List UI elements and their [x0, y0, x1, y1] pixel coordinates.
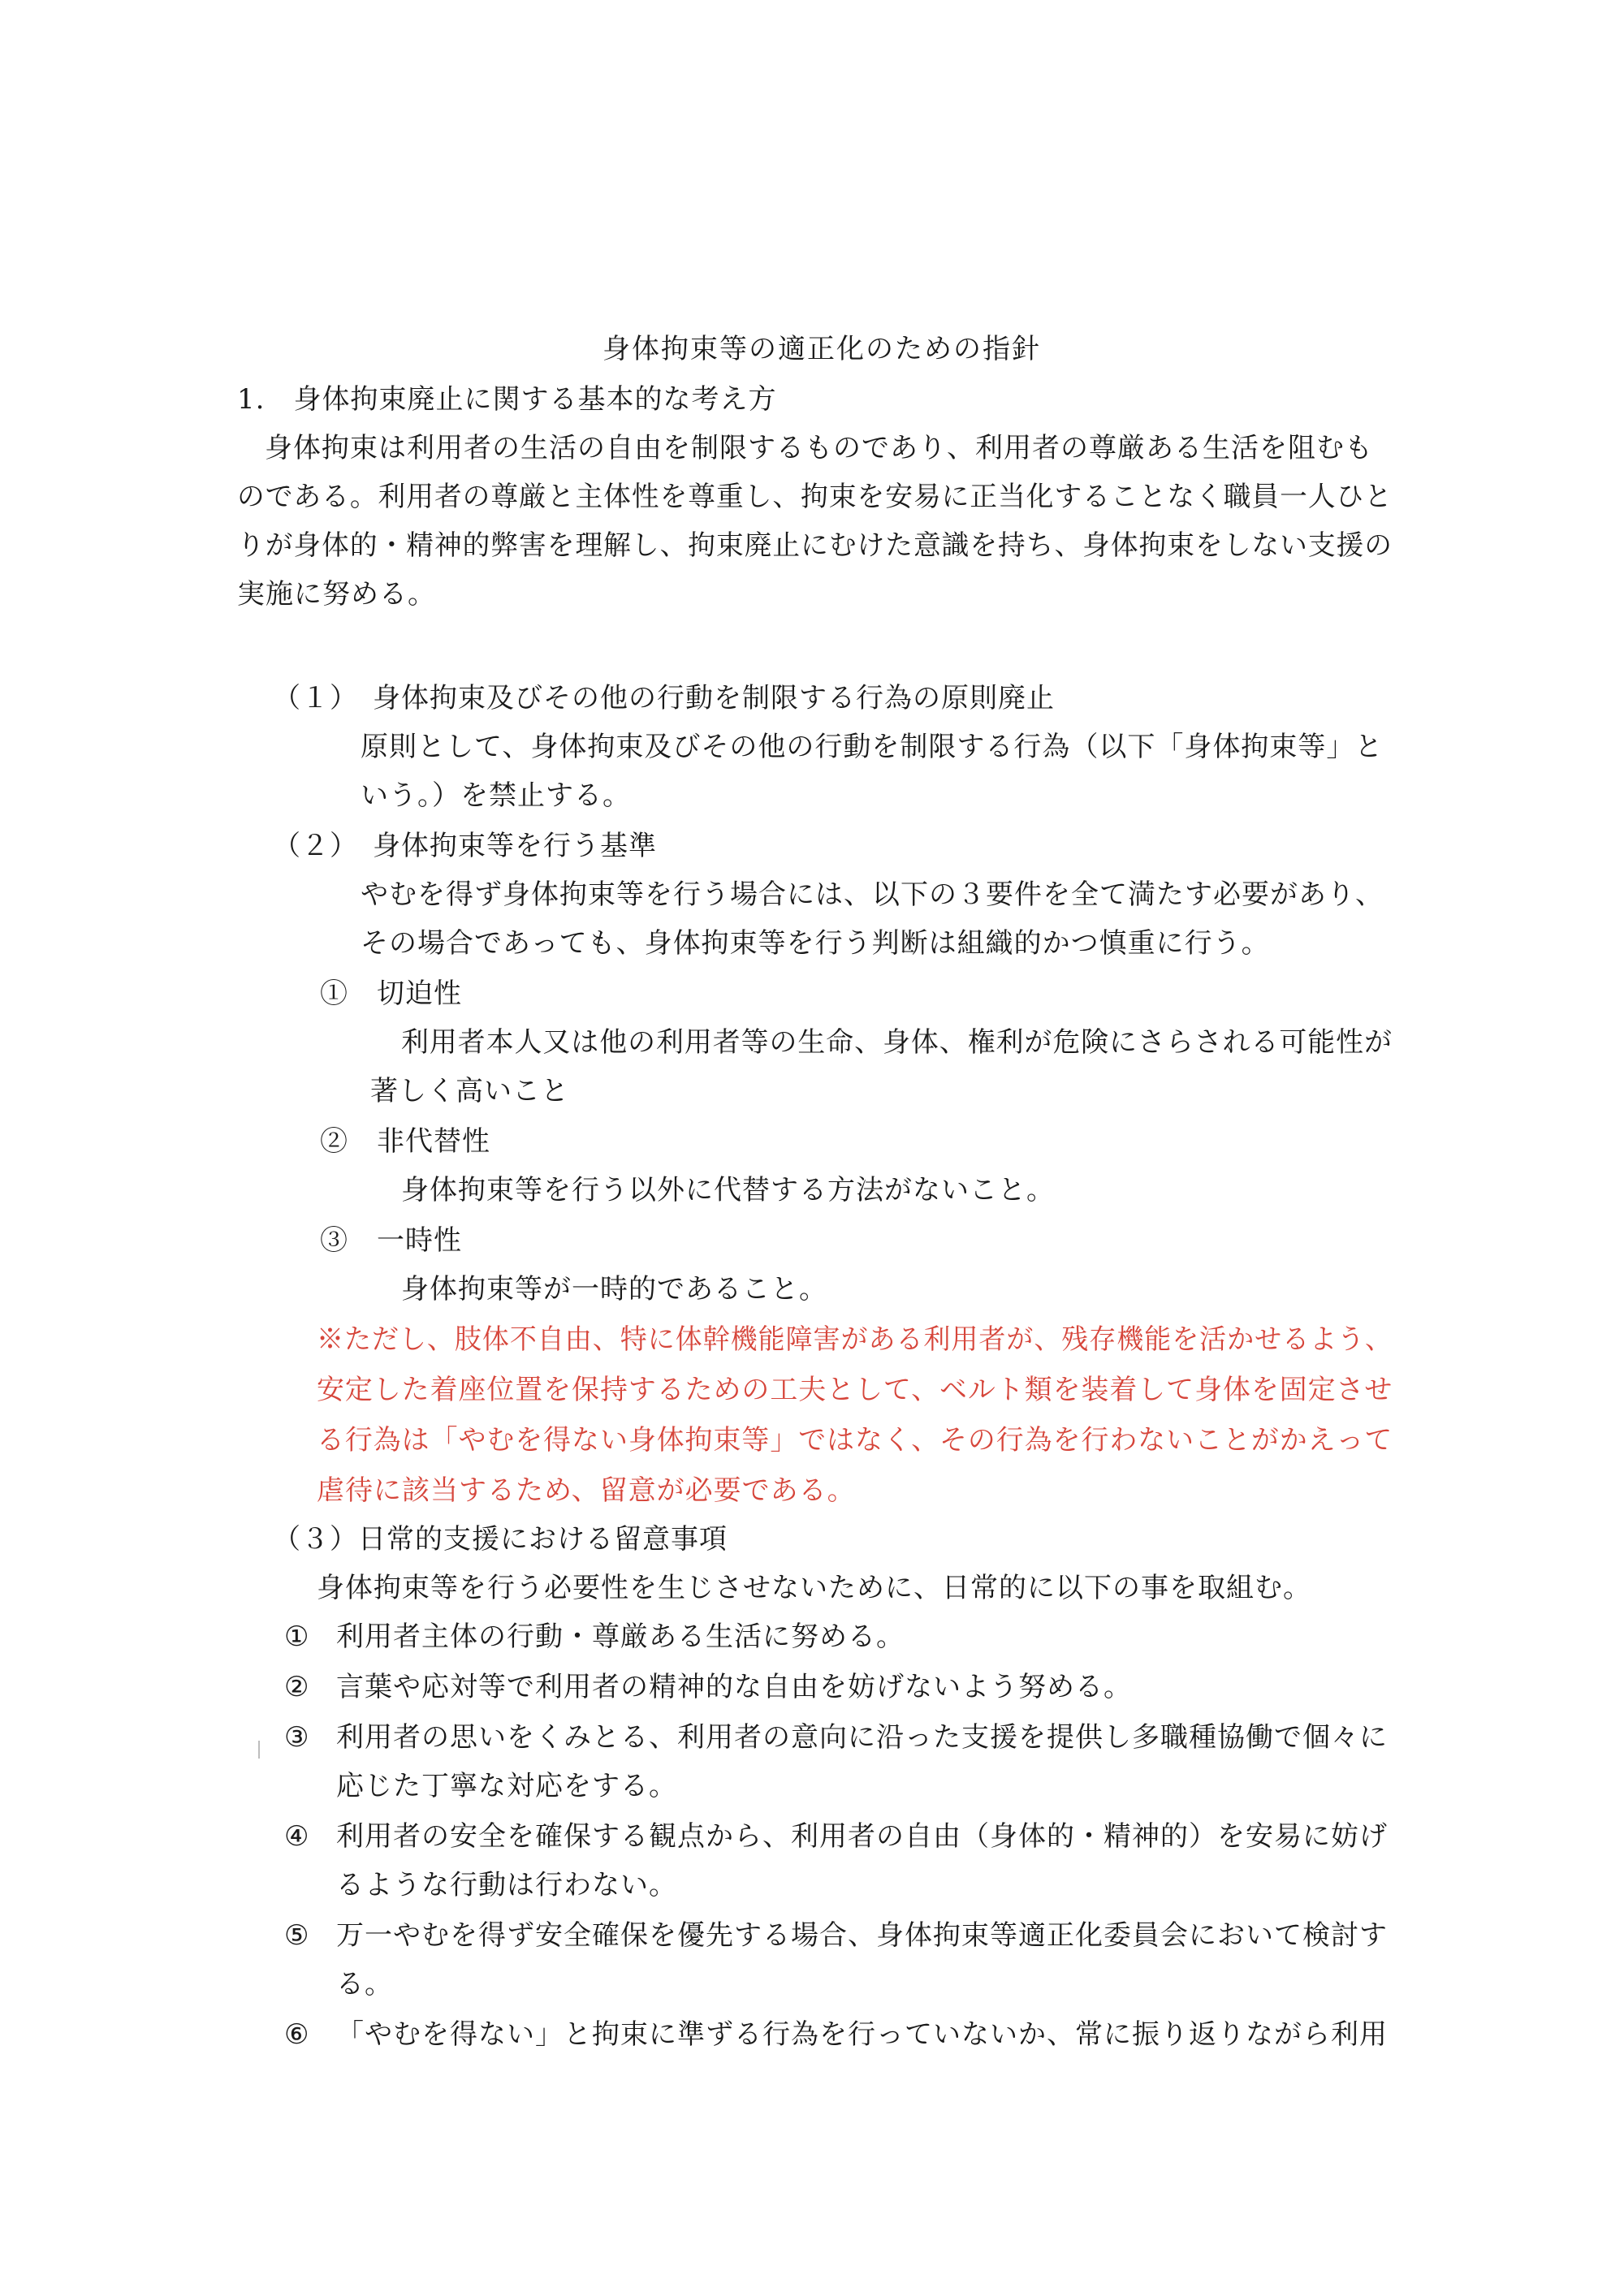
point-text: 利用者主体の行動・尊厳ある生活に努める。: [336, 1621, 905, 1653]
section-1-paragraph-line: のである。利用者の尊厳と主体性を尊重し、拘束を安易に正当化することなく職員一人ひと: [237, 481, 1393, 513]
point-text: 応じた丁寧な対応をする。: [336, 1770, 677, 1802]
requirement-text: 身体拘束等が一時的であること。: [401, 1273, 827, 1306]
point-number: ④: [284, 1820, 310, 1853]
point-text: る。: [336, 1968, 393, 2000]
point-text: 「やむを得ない」と拘束に準ずる行為を行っていないか、常に振り返りながら利用: [336, 2018, 1388, 2051]
document-title: 身体拘束等の適正化のための指針: [603, 333, 1041, 365]
point-number: ③: [284, 1721, 310, 1754]
item-3-intro: 身体拘束等を行う必要性を生じさせないために、日常的に以下の事を取組む。: [317, 1572, 1311, 1604]
point-number: ⑤: [284, 1919, 310, 1952]
point-text: 万一やむを得ず安全確保を優先する場合、身体拘束等適正化委員会において検討す: [336, 1919, 1388, 1952]
requirement-label: ③ 一時性: [320, 1224, 462, 1257]
requirement-label: ② 非代替性: [320, 1125, 490, 1158]
requirement-text: 身体拘束等を行う以外に代替する方法がないこと。: [401, 1174, 1055, 1206]
note-line: ※ただし、肢体不自由、特に体幹機能障害がある利用者が、残存機能を活かせるよう、: [317, 1323, 1393, 1356]
note-line: 安定した着座位置を保持するための工夫として、ベルト類を装着して身体を固定させ: [317, 1374, 1393, 1406]
point-number: ②: [284, 1671, 310, 1703]
item-2-body-line: やむを得ず身体拘束等を行う場合には、以下の３要件を全て満たす必要があり、: [361, 878, 1384, 911]
point-number: ①: [284, 1621, 310, 1653]
note-line: る行為は「やむを得ない身体拘束等」ではなく、その行為を行わないことがかえって: [317, 1424, 1393, 1457]
note-line: 虐待に該当するため、留意が必要である。: [317, 1474, 856, 1507]
requirement-label: ① 切迫性: [320, 978, 462, 1010]
section-1-paragraph-line: りが身体的・精神的弊害を理解し、拘束廃止にむけた意識を持ち、身体拘束をしない支援の: [237, 529, 1393, 562]
margin-mark: [258, 1741, 260, 1759]
item-2-body-line: その場合であっても、身体拘束等を行う判断は組織的かつ慎重に行う。: [361, 927, 1270, 960]
item-2-heading: （２） 身体拘束等を行う基準: [273, 830, 657, 862]
point-text: 利用者の思いをくみとる、利用者の意向に沿った支援を提供し多職種協働で個々に: [336, 1721, 1388, 1754]
item-1-heading: （１） 身体拘束及びその他の行動を制限する行為の原則廃止: [273, 682, 1055, 714]
section-1-paragraph-line: 実施に努める。: [237, 578, 436, 611]
section-1-heading: 1. 身体拘束廃止に関する基本的な考え方: [237, 383, 777, 416]
item-3-heading: （３）日常的支援における留意事項: [273, 1523, 728, 1556]
item-1-body-line: いう。）を禁止する。: [361, 779, 631, 812]
item-1-body-line: 原則として、身体拘束及びその他の行動を制限する行為（以下「身体拘束等」と: [361, 731, 1384, 763]
point-number: ⑥: [284, 2018, 310, 2051]
point-text: 利用者の安全を確保する観点から、利用者の自由（身体的・精神的）を安易に妨げ: [336, 1820, 1388, 1853]
point-text: るような行動は行わない。: [336, 1869, 677, 1901]
point-text: 言葉や応対等で利用者の精神的な自由を妨げないよう努める。: [336, 1671, 1132, 1703]
section-1-paragraph-line: 身体拘束は利用者の生活の自由を制限するものであり、利用者の尊厳ある生活を阻むも: [265, 432, 1373, 464]
requirement-text: 利用者本人又は他の利用者等の生命、身体、権利が危険にさらされる可能性が: [401, 1026, 1393, 1059]
requirement-text: 著しく高いこと: [370, 1075, 569, 1107]
